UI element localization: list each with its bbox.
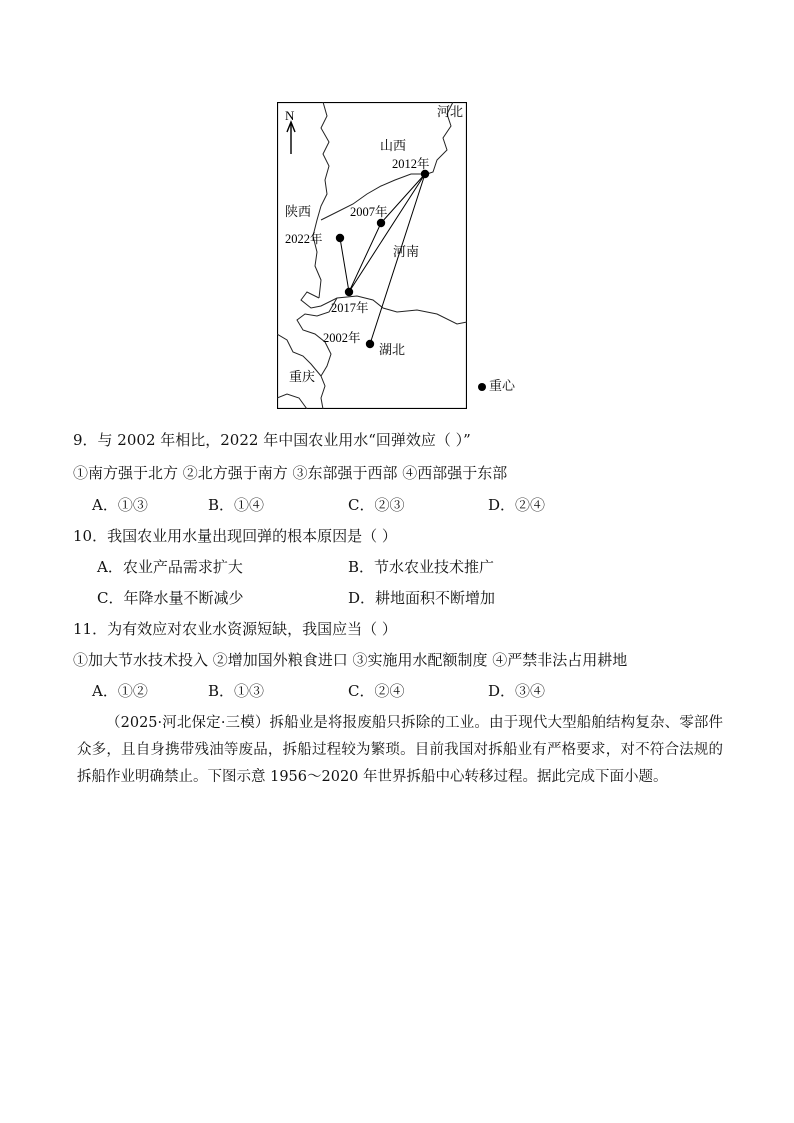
q10-option-d[interactable]: D．耕地面积不断增加 <box>348 589 496 607</box>
q10-option-c[interactable]: C．年降水量不断减少 <box>97 589 244 607</box>
q10-stem: 10．我国农业用水量出现回弹的根本原因是（ ） <box>73 527 397 545</box>
passage-text: （2025·河北保定·三模）拆船业是将报废船只拆除的工业。由于现代大型船舶结构复杂、零部件众多，且自身携带残油等废品，拆船过程较为繁琐。目前我国对拆船业有严格要求，对不符合法规的拆船作业明确禁止。下图示意 1956～2020 年世界拆船中心转移过程。据此完成下面小题。 <box>77 715 723 785</box>
q9-stem: 9．与 2002 年相比，2022 年中国农业用水“回弹效应（ ）” <box>73 431 471 449</box>
label-2012: 2012年 <box>392 157 430 171</box>
q11-items: ①加大节水技术投入 ②增加国外粮食进口 ③实施用水配额制度 ④严禁非法占用耕地 <box>73 651 628 669</box>
point-2017 <box>345 288 353 296</box>
q9-option-d[interactable]: D．②④ <box>488 496 546 514</box>
q10-option-b[interactable]: B．节水农业技术推广 <box>348 558 495 576</box>
label-shanxi: 山西 <box>380 139 407 154</box>
label-hebei: 河北 <box>437 105 464 120</box>
q11-option-c[interactable]: C．②④ <box>348 682 405 700</box>
q11-option-b[interactable]: B．①③ <box>208 682 265 700</box>
q11-option-d[interactable]: D．③④ <box>488 682 546 700</box>
q9-option-c[interactable]: C．②③ <box>348 496 405 514</box>
label-henan: 河南 <box>393 245 420 260</box>
point-2012 <box>421 170 429 178</box>
label-shaanxi: 陕西 <box>285 205 312 220</box>
label-2022: 2022年 <box>285 232 323 246</box>
q9-option-b[interactable]: B．①④ <box>208 496 265 514</box>
q9-option-a[interactable]: A．①③ <box>92 496 148 514</box>
q10-option-a[interactable]: A．农业产品需求扩大 <box>97 558 243 576</box>
label-hubei: 湖北 <box>379 343 406 358</box>
q11-option-a[interactable]: A．①② <box>92 682 148 700</box>
legend-label: 重心 <box>489 379 516 394</box>
centroid-map <box>277 102 467 409</box>
q11-stem: 11．为有效应对农业水资源短缺，我国应当（ ） <box>73 620 397 638</box>
label-2017: 2017年 <box>331 301 369 315</box>
label-2007: 2007年 <box>350 205 388 219</box>
label-chongqing: 重庆 <box>289 370 316 385</box>
map-legend <box>478 375 515 394</box>
point-2022 <box>336 234 344 242</box>
centroid-dot-icon <box>478 383 486 391</box>
map-svg <box>277 102 467 409</box>
point-2002 <box>366 340 374 348</box>
q9-items: ①南方强于北方 ②北方强于南方 ③东部强于西部 ④西部强于东部 <box>73 464 508 482</box>
passage <box>77 710 723 791</box>
point-2007 <box>377 219 385 227</box>
north-label: N <box>285 108 295 123</box>
label-2002: 2002年 <box>323 331 361 345</box>
